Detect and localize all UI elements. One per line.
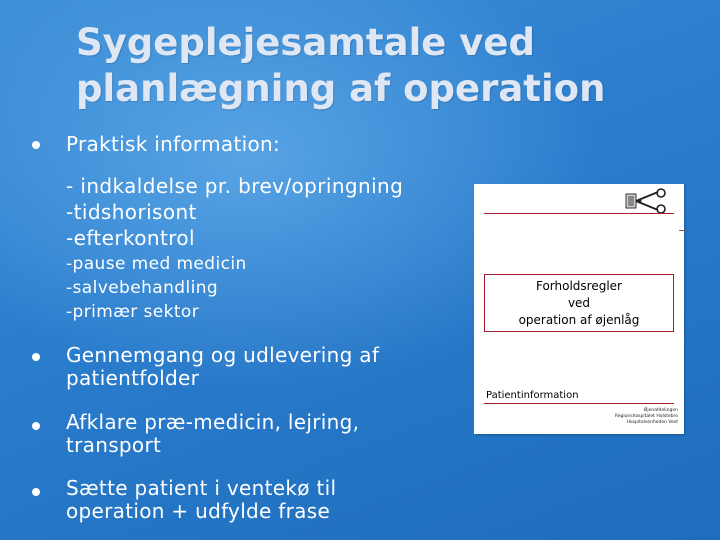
patient-leaflet-image <box>474 184 684 434</box>
leaflet-credit-1: Øjenafdelingen <box>643 408 678 413</box>
leaflet-credit-3: Hospitalsenheden Vest <box>626 420 678 425</box>
bullet-dot-icon <box>32 141 40 149</box>
leaflet-info-label: Patientinformation <box>486 390 579 401</box>
subitem-salvebehandling: -salvebehandling <box>66 278 219 298</box>
bullet-dot-icon <box>32 488 40 496</box>
bullet-afklare-line-1: Afklare præ-medicin, lejring, <box>66 410 360 434</box>
bullet-gennemgang-line-2: patientfolder <box>66 366 200 390</box>
subitem-indkaldelse: - indkaldelse pr. brev/opringning <box>66 174 404 198</box>
bullet-saette-line-1: Sætte patient i ventekø til <box>66 476 337 500</box>
scissors-icon <box>624 188 668 214</box>
leaflet-footer-rule <box>484 403 674 404</box>
bullet-dot-icon <box>32 353 40 361</box>
leaflet-side-mark <box>679 230 688 231</box>
bullet-afklare-line-2: transport <box>66 433 162 457</box>
subitem-tidshorisont: -tidshorisont <box>66 200 197 224</box>
slide-title-line-1: Sygeplejesamtale ved <box>76 21 535 64</box>
slide-title-line-2: planlægning af operation <box>76 67 606 110</box>
leaflet-credit-2: Regionshospitalet Holstebro <box>614 414 678 419</box>
bullet-praktisk-information: Praktisk information: <box>66 132 280 156</box>
leaflet-title-line-2: ved <box>567 295 591 310</box>
leaflet-credits <box>615 408 678 426</box>
subitem-efterkontrol: -efterkontrol <box>66 226 195 250</box>
bullet-dot-icon <box>32 422 40 430</box>
slide-title <box>76 20 696 112</box>
leaflet-title-box <box>484 274 674 332</box>
bullet-gennemgang-line-1: Gennemgang og udlevering af <box>66 343 380 367</box>
leaflet-header-rule <box>484 213 674 214</box>
leaflet-title-line-1: Forholdsregler <box>535 278 622 293</box>
subitem-primaer-sektor: -primær sektor <box>66 302 200 322</box>
leaflet-title-line-3: operation af øjenlåg <box>518 312 640 327</box>
subitem-pause-med-medicin: -pause med medicin <box>66 254 247 274</box>
bullet-saette-line-2: operation + udfylde frase <box>66 499 331 523</box>
